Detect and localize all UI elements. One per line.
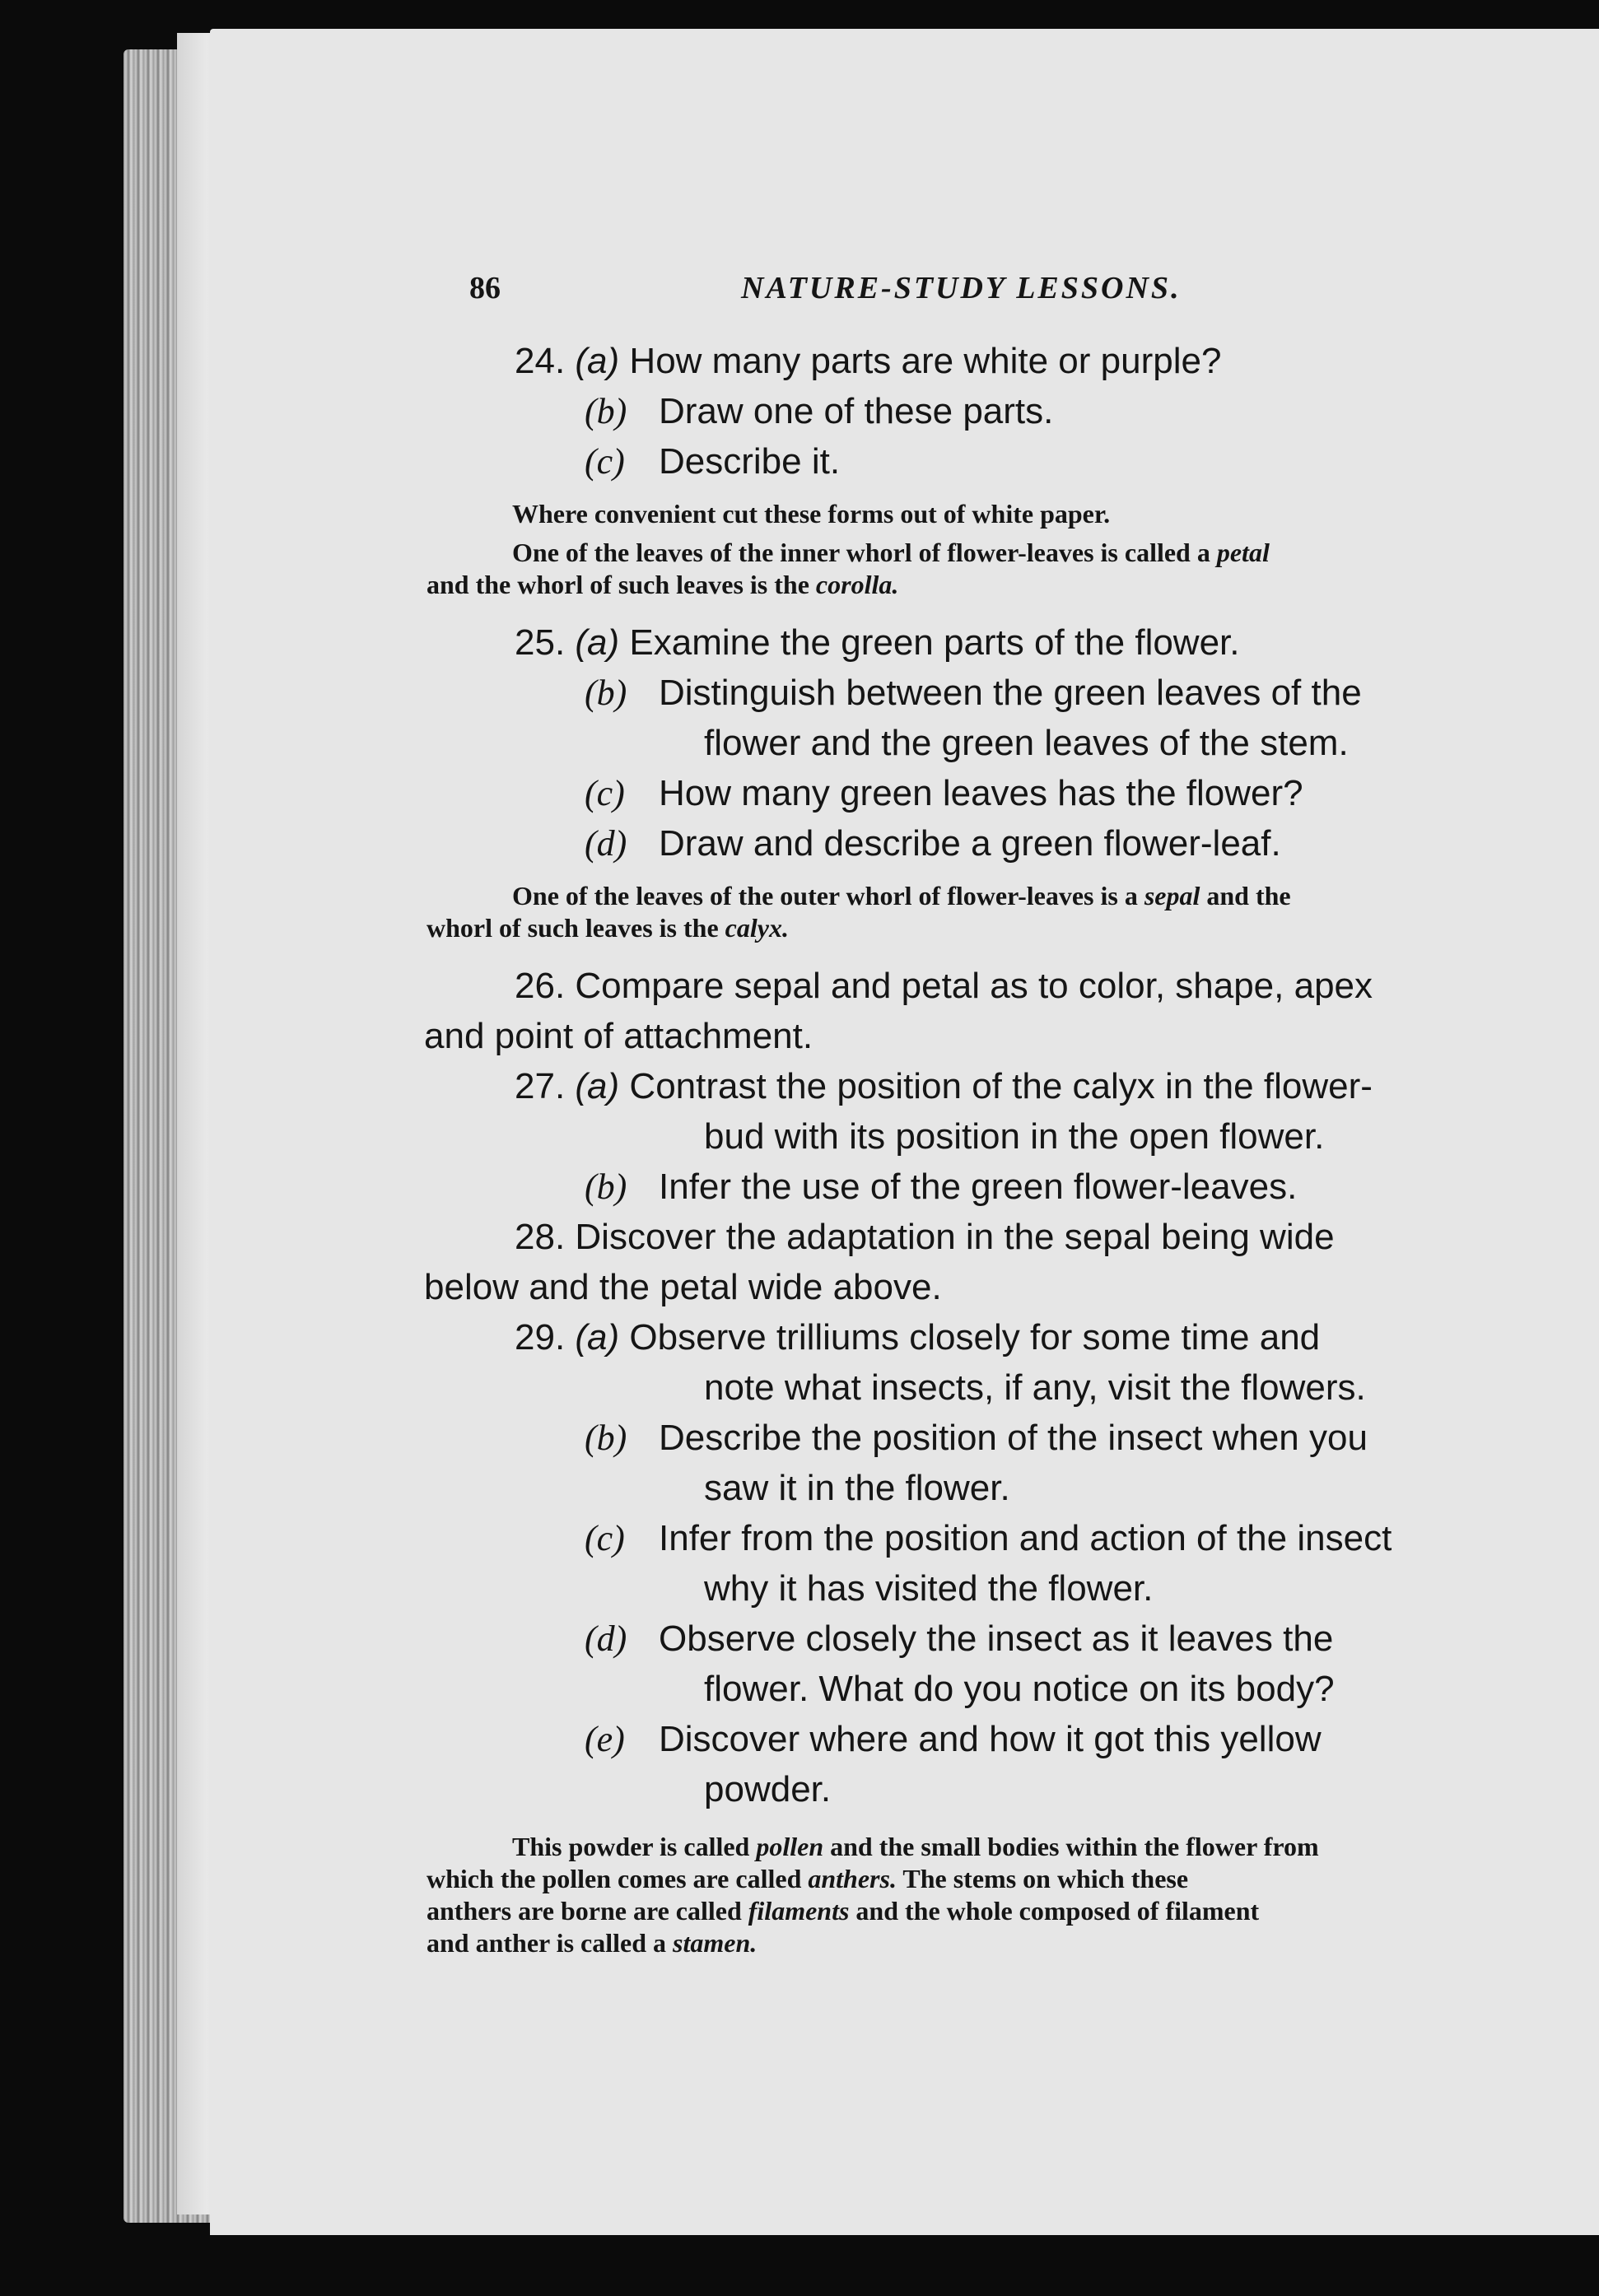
- label: (b): [585, 391, 627, 431]
- running-title: NATURE-STUDY LESSONS.: [741, 271, 1182, 305]
- label: (c): [585, 441, 625, 482]
- question-27b: (b) Infer the use of the green flower-leaves.: [585, 1167, 1298, 1207]
- question-29e: (e) Discover where and how it got this yellow: [585, 1719, 1322, 1759]
- question-29a-cont: note what insects, if any, visit the flowers.: [704, 1367, 1366, 1408]
- question-text: Describe the position of the insect when you: [659, 1418, 1368, 1458]
- question-text: Infer from the position and action of the insect: [659, 1518, 1392, 1558]
- question-29d: (d) Observe closely the insect as it leaves the: [585, 1618, 1334, 1659]
- question-text: Draw and describe a green flower-leaf.: [659, 823, 1281, 864]
- question-25d: (d) Draw and describe a green flower-leaf.: [585, 823, 1281, 864]
- question-29c: (c) Infer from the position and action of the insect: [585, 1518, 1392, 1558]
- question-27a: 27. (a) Contrast the position of the calyx in the flower-: [515, 1066, 1373, 1106]
- question-text: Contrast the position of the calyx in the flower-: [629, 1066, 1373, 1106]
- note-pollen-1: This powder is called pollen and the small bodies within the flower from: [512, 1832, 1319, 1861]
- note-petal: One of the leaves of the inner whorl of flower-leaves is called a petal: [512, 538, 1270, 567]
- question-28-cont: below and the petal wide above.: [424, 1267, 942, 1307]
- question-29d-cont: flower. What do you notice on its body?: [704, 1669, 1335, 1709]
- question-29b-cont: saw it in the flower.: [704, 1468, 1010, 1508]
- question-text: Discover where and how it got this yellow: [659, 1719, 1322, 1759]
- page-header: [469, 270, 1511, 311]
- note-sepal-cont: whorl of such leaves is the calyx.: [427, 913, 789, 943]
- question-26: 26. Compare sepal and petal as to color, shape, apex: [515, 966, 1373, 1006]
- note-pollen-3: anthers are borne are called filaments and the whole composed of filament: [427, 1896, 1260, 1926]
- label: (a): [575, 622, 620, 663]
- note-petal-cont: and the whorl of such leaves is the corolla.: [427, 570, 899, 599]
- question-25c: (c) How many green leaves has the flower?: [585, 773, 1303, 813]
- question-29e-cont: powder.: [704, 1769, 832, 1809]
- question-text: Examine the green parts of the flower.: [629, 622, 1240, 663]
- question-text: Infer the use of the green flower-leaves.: [659, 1167, 1298, 1207]
- question-25a: 25. (a) Examine the green parts of the flower.: [515, 622, 1240, 663]
- question-text: How many green leaves has the flower?: [659, 773, 1303, 813]
- question-text: Observe trilliums closely for some time and: [629, 1317, 1321, 1358]
- question-24b: [469, 386, 1511, 436]
- question-29c-cont: why it has visited the flower.: [704, 1568, 1154, 1609]
- question-27a-cont: bud with its position in the open flower.: [704, 1116, 1325, 1157]
- question-24a: 24. (a) How many parts are white or purple?: [515, 341, 1222, 381]
- page-content: [424, 336, 1511, 1959]
- page-number: 86: [469, 271, 501, 305]
- note-cut-forms: Where convenient cut these forms out of white paper.: [512, 499, 1111, 529]
- note-pollen-2: which the pollen comes are called anthers. The stems on which these: [427, 1864, 1189, 1893]
- question-25b-cont: flower and the green leaves of the stem.: [704, 723, 1349, 763]
- note-pollen-4: and anther is called a stamen.: [427, 1928, 758, 1958]
- question-25b: (b) Distinguish between the green leaves of the: [585, 673, 1362, 713]
- question-text: Distinguish between the green leaves of the: [659, 673, 1362, 713]
- question-text: Draw one of these parts.: [659, 391, 1054, 431]
- question-26-cont: and point of attachment.: [424, 1016, 813, 1056]
- question-text: Observe closely the insect as it leaves the: [659, 1618, 1334, 1659]
- question-28: 28. Discover the adaptation in the sepal being wide: [515, 1217, 1335, 1257]
- label: (a): [575, 341, 620, 381]
- question-text: Describe it.: [659, 441, 841, 482]
- note-sepal: One of the leaves of the outer whorl of flower-leaves is a sepal and the: [512, 881, 1291, 910]
- question-29a: 29. (a) Observe trilliums closely for some time and: [515, 1317, 1321, 1358]
- question-text: How many parts are white or purple?: [629, 341, 1222, 381]
- question-29b: (b) Describe the position of the insect when you: [585, 1418, 1368, 1458]
- question-24c: [469, 436, 1511, 487]
